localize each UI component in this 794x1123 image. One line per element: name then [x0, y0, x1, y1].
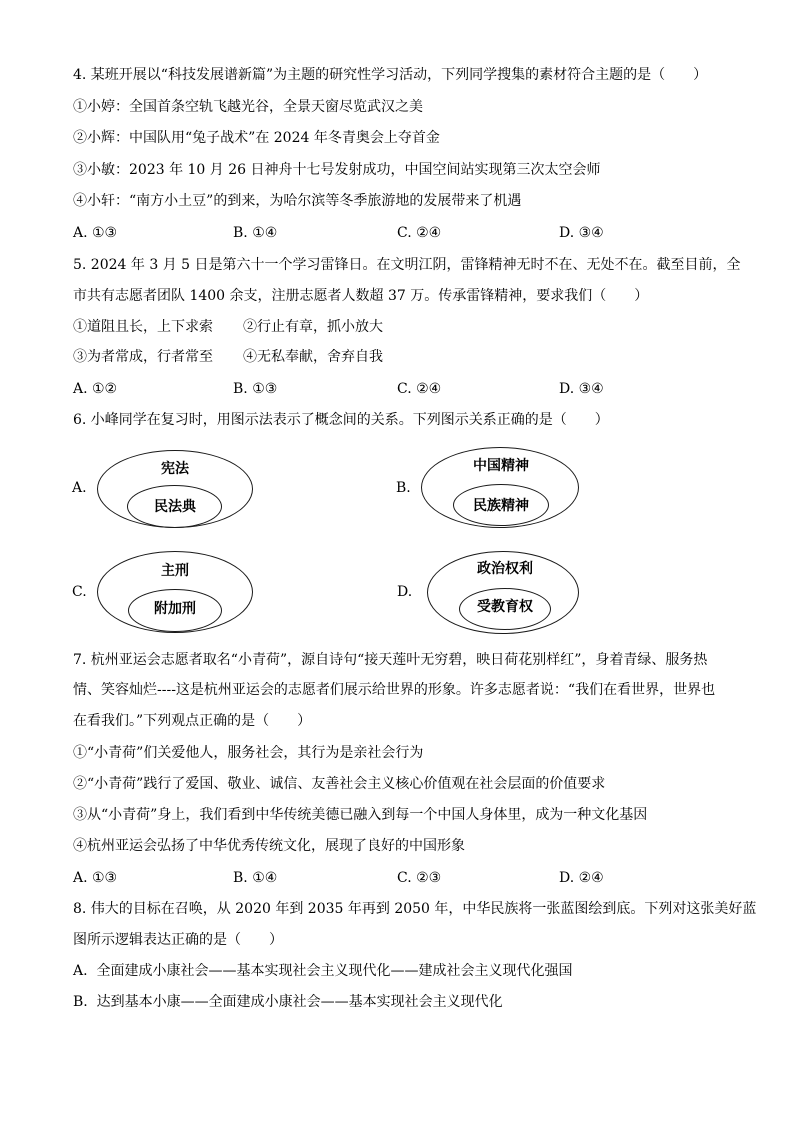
diagram-d-letter: D.: [397, 584, 413, 600]
question-7-stem-line-2: 情、笑容灿烂----这是杭州亚运会的志愿者们展示给世界的形象。许多志愿者说：“我们在看世界，世界也: [73, 682, 716, 698]
question-7-option-a: A. ①③: [73, 870, 118, 886]
diagram-c-inner-label: 附加刑: [154, 601, 196, 617]
question-5-item-2: ②行止有章，抓小放大: [243, 319, 383, 335]
question-4-stem: 4. 某班开展以“科技发展谱新篇”为主题的研究性学习活动，下列同学搜集的素材符合主题的是（ ）: [73, 67, 708, 83]
question-4-item-3: ③小敏：2023 年 10 月 26 日神舟十七号发射成功，中国空间站实现第三次太空会师: [73, 162, 601, 178]
question-4-item-2: ②小辉：中国队用“兔子战术”在 2024 年冬青奥会上夺首金: [73, 130, 440, 146]
diagram-a-letter: A.: [72, 480, 87, 496]
question-4-option-b: B. ①④: [233, 225, 278, 241]
question-7-option-c: C. ②③: [397, 870, 442, 886]
diagram-d-inner-label: 受教育权: [477, 599, 533, 615]
diagram-b-letter: B.: [396, 480, 411, 496]
question-5-stem-line-1: 5. 2024 年 3 月 5 日是第六十一个学习雷锋日。在文明江阴，雷锋精神无时不在、无处不在。截至目前，全: [73, 257, 741, 273]
question-7-item-1: ①“小青荷”们关爱他人，服务社会，其行为是亲社会行为: [73, 745, 424, 761]
diagram-b-outer-label: 中国精神: [473, 458, 529, 474]
diagram-c-outer-label: 主刑: [161, 563, 189, 579]
question-5-option-c: C. ②④: [397, 381, 442, 397]
question-8-option-a: A. 全面建成小康社会——基本实现社会主义现代化——建成社会主义现代化强国: [73, 963, 573, 979]
question-5-item-3: ③为者常成，行者常至: [73, 349, 213, 365]
question-8-stem-line-2: 图所示逻辑表达正确的是（ ）: [73, 932, 283, 948]
question-7-stem-line-1: 7. 杭州亚运会志愿者取名“小青荷”，源自诗句“接天莲叶无穷碧，映日荷花别样红”，身着青绿、服务热: [73, 652, 708, 668]
diagram-c-letter: C.: [72, 584, 87, 600]
diagram-a-outer-label: 宪法: [161, 461, 189, 477]
question-5-option-b: B. ①③: [233, 381, 278, 397]
question-8-option-b: B. 达到基本小康——全面建成小康社会——基本实现社会主义现代化: [73, 994, 503, 1010]
question-5-stem-line-2: 市共有志愿者团队 1400 余支，注册志愿者人数超 37 万。传承雷锋精神，要求我们（ ）: [73, 288, 649, 304]
question-7-item-4: ④杭州亚运会弘扬了中华优秀传统文化，展现了良好的中国形象: [73, 838, 465, 854]
question-7-item-2: ②“小青荷”践行了爱国、敬业、诚信、友善社会主义核心价值观在社会层面的价值要求: [73, 776, 606, 792]
question-7-stem-line-3: 在看我们。”下列观点正确的是（ ）: [73, 713, 312, 729]
diagram-b-inner-label: 民族精神: [473, 498, 529, 514]
question-4-option-d: D. ③④: [559, 225, 604, 241]
question-4-item-4: ④小轩：“南方小土豆”的到来，为哈尔滨等冬季旅游地的发展带来了机遇: [73, 193, 522, 209]
diagram-a-inner-label: 民法典: [154, 499, 196, 515]
question-4-option-c: C. ②④: [397, 225, 442, 241]
question-5-item-4: ④无私奉献，舍弃自我: [243, 349, 383, 365]
question-6-stem: 6. 小峰同学在复习时，用图示法表示了概念间的关系。下列图示关系正确的是（ ）: [73, 412, 609, 428]
question-5-option-a: A. ①②: [73, 381, 118, 397]
question-4-option-a: A. ①③: [73, 225, 118, 241]
question-7-item-3: ③从“小青荷”身上，我们看到中华传统美德已融入到每一个中国人身体里，成为一种文化基因: [73, 807, 648, 823]
question-5-item-1: ①道阻且长，上下求索: [73, 319, 213, 335]
question-5-option-d: D. ③④: [559, 381, 604, 397]
question-7-option-b: B. ①④: [233, 870, 278, 886]
question-4-item-1: ①小婷：全国首条空轨飞越光谷，全景天窗尽览武汉之美: [73, 99, 423, 115]
question-8-stem-line-1: 8. 伟大的目标在召唤，从 2020 年到 2035 年再到 2050 年，中华民族将一张蓝图绘到底。下列对这张美好蓝: [73, 901, 757, 917]
diagram-d-outer-label: 政治权利: [477, 561, 533, 577]
question-7-option-d: D. ②④: [559, 870, 604, 886]
